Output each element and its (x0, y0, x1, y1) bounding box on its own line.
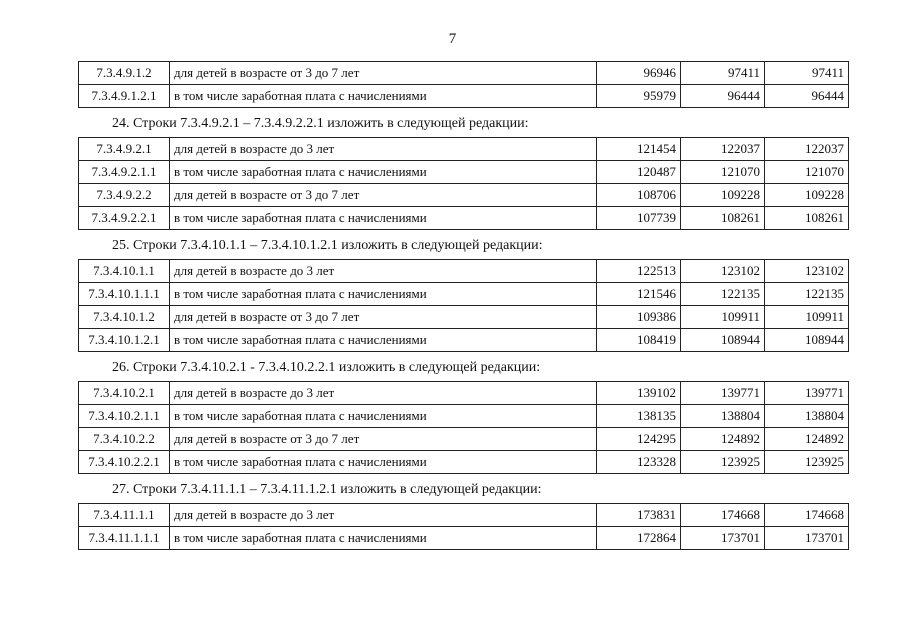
row-description: для детей в возрасте от 3 до 7 лет (170, 62, 597, 85)
row-description: в том числе заработная плата с начислениями (170, 161, 597, 184)
row-value-1: 121454 (597, 138, 681, 161)
row-value-1: 121546 (597, 283, 681, 306)
row-code: 7.3.4.11.1.1 (79, 504, 170, 527)
document-body (78, 61, 849, 550)
row-value-2: 122037 (681, 138, 765, 161)
row-value-3: 122135 (765, 283, 849, 306)
amendment-table-27 (78, 503, 849, 550)
row-value-3: 96444 (765, 85, 849, 108)
row-value-2: 174668 (681, 504, 765, 527)
row-code: 7.3.4.10.1.2.1 (79, 329, 170, 352)
row-value-1: 139102 (597, 382, 681, 405)
row-value-1: 95979 (597, 85, 681, 108)
row-value-1: 108706 (597, 184, 681, 207)
row-description: для детей в возрасте от 3 до 7 лет (170, 306, 597, 329)
table-row (79, 207, 849, 230)
table-row (79, 283, 849, 306)
row-code: 7.3.4.9.1.2.1 (79, 85, 170, 108)
row-description: для детей в возрасте до 3 лет (170, 260, 597, 283)
row-description: в том числе заработная плата с начислениями (170, 329, 597, 352)
row-code: 7.3.4.10.2.1.1 (79, 405, 170, 428)
row-code: 7.3.4.11.1.1.1 (79, 527, 170, 550)
table-row (79, 329, 849, 352)
row-code: 7.3.4.10.1.1 (79, 260, 170, 283)
row-code: 7.3.4.10.2.2.1 (79, 451, 170, 474)
row-value-1: 173831 (597, 504, 681, 527)
row-description: в том числе заработная плата с начислениями (170, 283, 597, 306)
row-value-2: 108261 (681, 207, 765, 230)
row-value-3: 138804 (765, 405, 849, 428)
row-description: для детей в возрасте от 3 до 7 лет (170, 184, 597, 207)
row-value-3: 122037 (765, 138, 849, 161)
row-value-2: 108944 (681, 329, 765, 352)
row-description: в том числе заработная плата с начислениями (170, 207, 597, 230)
amendment-heading-26: 26. Строки 7.3.4.10.2.1 - 7.3.4.10.2.2.1 изложить в следующей редакции: (112, 360, 541, 375)
row-value-1: 123328 (597, 451, 681, 474)
row-code: 7.3.4.9.2.1 (79, 138, 170, 161)
row-value-2: 97411 (681, 62, 765, 85)
row-value-3: 109911 (765, 306, 849, 329)
row-description: в том числе заработная плата с начислениями (170, 85, 597, 108)
row-code: 7.3.4.9.2.2.1 (79, 207, 170, 230)
table-row (79, 85, 849, 108)
row-value-2: 139771 (681, 382, 765, 405)
row-value-3: 108944 (765, 329, 849, 352)
row-value-1: 107739 (597, 207, 681, 230)
row-value-3: 124892 (765, 428, 849, 451)
row-code: 7.3.4.10.2.2 (79, 428, 170, 451)
table-row (79, 260, 849, 283)
row-value-2: 109911 (681, 306, 765, 329)
row-value-3: 121070 (765, 161, 849, 184)
table-row (79, 428, 849, 451)
row-description: для детей в возрасте до 3 лет (170, 138, 597, 161)
row-description: в том числе заработная плата с начислениями (170, 451, 597, 474)
row-value-1: 108419 (597, 329, 681, 352)
table-row (79, 306, 849, 329)
amendment-heading-25: 25. Строки 7.3.4.10.1.1 – 7.3.4.10.1.2.1 изложить в следующей редакции: (112, 238, 543, 253)
row-value-1: 109386 (597, 306, 681, 329)
row-description: в том числе заработная плата с начислениями (170, 405, 597, 428)
row-value-2: 123102 (681, 260, 765, 283)
row-value-2: 124892 (681, 428, 765, 451)
row-code: 7.3.4.9.1.2 (79, 62, 170, 85)
table-row (79, 405, 849, 428)
row-value-2: 123925 (681, 451, 765, 474)
row-value-3: 109228 (765, 184, 849, 207)
row-value-3: 139771 (765, 382, 849, 405)
row-value-2: 122135 (681, 283, 765, 306)
row-value-2: 138804 (681, 405, 765, 428)
row-value-1: 172864 (597, 527, 681, 550)
row-value-3: 123925 (765, 451, 849, 474)
row-description: в том числе заработная плата с начислениями (170, 527, 597, 550)
table-row (79, 382, 849, 405)
row-value-1: 138135 (597, 405, 681, 428)
row-code: 7.3.4.10.2.1 (79, 382, 170, 405)
row-value-1: 96946 (597, 62, 681, 85)
row-description: для детей в возрасте до 3 лет (170, 504, 597, 527)
row-code: 7.3.4.10.1.2 (79, 306, 170, 329)
row-value-3: 174668 (765, 504, 849, 527)
row-value-1: 122513 (597, 260, 681, 283)
amendment-table-25 (78, 259, 849, 352)
table-row (79, 184, 849, 207)
page-number: 7 (448, 31, 457, 47)
amendment-heading-24: 24. Строки 7.3.4.9.2.1 – 7.3.4.9.2.2.1 изложить в следующей редакции: (112, 116, 529, 131)
amendment-heading-27: 27. Строки 7.3.4.11.1.1 – 7.3.4.11.1.2.1 изложить в следующей редакции: (112, 482, 542, 497)
row-description: для детей в возрасте от 3 до 7 лет (170, 428, 597, 451)
row-value-2: 173701 (681, 527, 765, 550)
row-value-2: 96444 (681, 85, 765, 108)
amendment-table-26 (78, 381, 849, 474)
amendment-table-continued (78, 61, 849, 108)
row-value-1: 124295 (597, 428, 681, 451)
row-value-3: 173701 (765, 527, 849, 550)
amendment-table-24 (78, 137, 849, 230)
row-value-3: 123102 (765, 260, 849, 283)
row-value-1: 120487 (597, 161, 681, 184)
row-description: для детей в возрасте до 3 лет (170, 382, 597, 405)
table-row (79, 138, 849, 161)
table-row (79, 62, 849, 85)
row-value-3: 108261 (765, 207, 849, 230)
row-code: 7.3.4.9.2.2 (79, 184, 170, 207)
row-code: 7.3.4.9.2.1.1 (79, 161, 170, 184)
row-value-2: 109228 (681, 184, 765, 207)
table-row (79, 504, 849, 527)
row-value-3: 97411 (765, 62, 849, 85)
row-value-2: 121070 (681, 161, 765, 184)
row-code: 7.3.4.10.1.1.1 (79, 283, 170, 306)
table-row (79, 161, 849, 184)
table-row (79, 451, 849, 474)
table-row (79, 527, 849, 550)
